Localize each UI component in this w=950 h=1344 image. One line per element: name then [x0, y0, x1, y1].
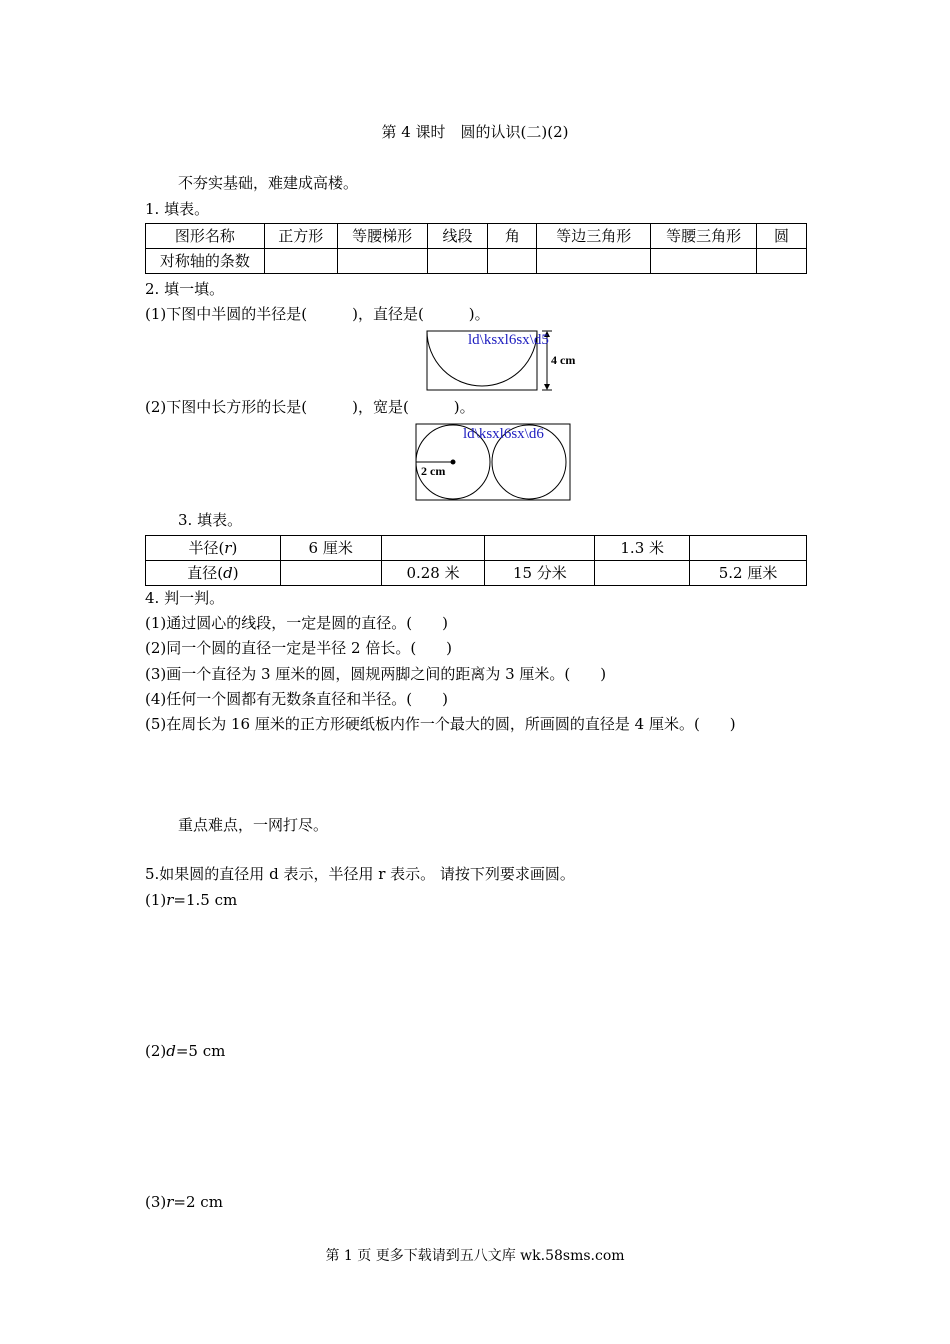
q5-item: (2)d=5 cm — [145, 1042, 226, 1060]
q4-item: (2)同一个圆的直径一定是半径 2 倍长。( ) — [145, 639, 453, 657]
semicircle-figure — [420, 326, 580, 394]
q1-blank-cell[interactable] — [337, 249, 427, 274]
q3-blank-cell[interactable] — [595, 561, 690, 586]
fig2-watermark: ld\ksxl6sx\d6 — [463, 426, 544, 442]
q1-blank-cell[interactable] — [264, 249, 337, 274]
q3-blank-cell[interactable] — [690, 536, 807, 561]
q5-label: 5.如果圆的直径用 d 表示，半径用 r 表示。 请按下列要求画圆。 — [145, 865, 575, 883]
section1-motto: 不夯实基础，难建成高楼。 — [178, 174, 359, 192]
q4-item: (1)通过圆心的线段，一定是圆的直径。( ) — [145, 614, 448, 632]
q4-label: 4. 判一判。 — [145, 589, 225, 607]
q2-part1-text: (1)下图中半圆的半径是( )，直径是( )。 — [145, 305, 490, 323]
fig1-watermark: ld\ksxl6sx\d5 — [468, 332, 549, 348]
q3-blank-cell[interactable] — [280, 561, 381, 586]
q1-cell: 线段 — [427, 224, 488, 249]
q3-cell: 1.3 米 — [595, 536, 690, 561]
q1-label: 1. 填表。 — [145, 200, 210, 218]
q1-blank-cell[interactable] — [651, 249, 757, 274]
q3-table — [145, 535, 807, 586]
q3-cell: 6 厘米 — [280, 536, 381, 561]
fig1-dimension-label: 4 cm — [551, 353, 576, 367]
q1-row-shapes — [146, 224, 807, 249]
q1-blank-cell[interactable] — [427, 249, 488, 274]
q1-row-axes — [146, 249, 807, 274]
q3-cell: 15 分米 — [485, 561, 595, 586]
q5-item: (1)r=1.5 cm — [145, 891, 238, 909]
q3-label: 3. 填表。 — [178, 511, 243, 529]
q1-blank-cell[interactable] — [488, 249, 537, 274]
q1-cell: 图形名称 — [146, 224, 265, 249]
q1-cell: 角 — [488, 224, 537, 249]
q1-blank-cell[interactable] — [537, 249, 651, 274]
q5-item: (3)r=2 cm — [145, 1193, 223, 1211]
q1-cell: 等边三角形 — [537, 224, 651, 249]
q1-blank-cell[interactable] — [757, 249, 807, 274]
q3-blank-cell[interactable] — [485, 536, 595, 561]
q4-item: (4)任何一个圆都有无数条直径和半径。( ) — [145, 690, 448, 708]
q3-row-diameter — [146, 561, 807, 586]
q1-row-header: 对称轴的条数 — [146, 249, 265, 274]
page-title: 第 4 课时 圆的认识(二)(2) — [381, 123, 569, 141]
page-footer: 第 1 页 更多下载请到五八文库 wk.58sms.com — [325, 1248, 625, 1264]
q1-cell: 等腰梯形 — [337, 224, 427, 249]
q3-cell: 5.2 厘米 — [690, 561, 807, 586]
q1-cell: 等腰三角形 — [651, 224, 757, 249]
q3-row-radius — [146, 536, 807, 561]
q3-row-header: 直径(d) — [146, 561, 281, 586]
q1-table — [145, 223, 807, 274]
two-circles-figure — [413, 422, 573, 502]
q1-cell: 圆 — [757, 224, 807, 249]
q3-cell: 0.28 米 — [381, 561, 485, 586]
q2-part2-text: (2)下图中长方形的长是( )，宽是( )。 — [145, 398, 475, 416]
q3-blank-cell[interactable] — [381, 536, 485, 561]
q4-item: (5)在周长为 16 厘米的正方形硬纸板内作一个最大的圆，所画圆的直径是 4 厘米。( ) — [145, 715, 736, 733]
q4-item: (3)画一个直径为 3 厘米的圆，圆规两脚之间的距离为 3 厘米。( ) — [145, 665, 607, 683]
fig1-arrow-down — [544, 384, 550, 390]
fig2-center-dot — [451, 460, 456, 465]
fig2-dimension-label: 2 cm — [421, 464, 446, 478]
q3-row-header: 半径(r) — [146, 536, 281, 561]
section2-motto: 重点难点，一网打尽。 — [178, 816, 329, 834]
q1-cell: 正方形 — [264, 224, 337, 249]
q2-label: 2. 填一填。 — [145, 280, 225, 298]
